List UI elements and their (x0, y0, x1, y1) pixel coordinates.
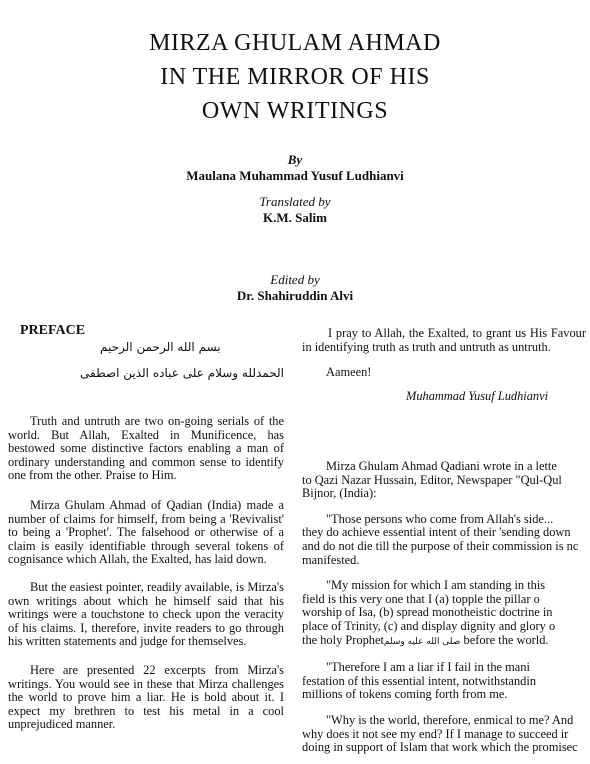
quote-4-line-3: doing in support of Islam that work which the promisec (302, 740, 578, 755)
letter-intro-line-1: Mirza Ghulam Ahmad Qadiani wrote in a lette (326, 459, 557, 473)
preface-paragraph-4: Here are presented 22 excerpts from Mirza's writings. You would see in these that Mirza challenges the world to prove him a liar. He is bold about it. I expect my brethren to test his metal in a cool unprejudiced manner. (8, 662, 284, 732)
signature-name: Muhammad Yusuf Ludhianvi (406, 388, 549, 403)
quote-2-line-2: field is this very one that I (a) topple the pillar o (302, 591, 540, 606)
quote-2-line-1: "My mission for which I am standing in this (326, 578, 546, 593)
quote-1-line-1: "Those persons who come from Allah's side... (326, 511, 554, 526)
quote-2-line-5-start: the holy Prophet (302, 632, 384, 647)
quote-2-line-5-end: before the world. (460, 632, 549, 647)
quote-1-line-2: they do achieve essential intent of their 'sending down (302, 525, 571, 540)
hamd-arabic: الحمدلله وسلام على عباده الذين اصطفى (80, 366, 284, 380)
quote-2-line-5 (302, 634, 590, 650)
editor-name: Dr. Shahiruddin Alvi (236, 288, 354, 303)
preface-left-column (8, 415, 284, 732)
translator-name: K.M. Salim (263, 210, 327, 225)
letter-intro-line-2: to Qazi Nazar Hussain, Editor, Newspaper "Qul-Qul (302, 472, 562, 487)
prayer-paragraph: I pray to Allah, the Exalted, to grant us His Favour in identifying truth as truth and untruth as untruth. (302, 326, 586, 354)
edited-by-label: Edited by (270, 272, 320, 287)
quote-3-line-2: festation of this essential intent, notwithstandin (302, 673, 537, 688)
letter-intro-line-3: Bijnor, (India): (302, 486, 377, 501)
aameen-text: Aameen! (326, 365, 372, 380)
bismillah-arabic: بسم الله الرحمن الرحيم (100, 340, 221, 354)
salutation-arabic: صلى الله عليه وسلم (383, 636, 461, 647)
quote-3-line-1: "Therefore I am a liar if I fail in the mani (326, 660, 530, 675)
translated-by-label: Translated by (259, 194, 331, 209)
quote-4-line-2: why does it not see my end? If I manage to succeed ir (302, 726, 569, 741)
quote-3-line-3: millions of tokens coming forth from me. (302, 687, 508, 702)
book-title-line-3: OWN WRITINGS (201, 98, 389, 124)
preface-paragraph-2: Mirza Ghulam Ahmad of Qadian (India) made a number of claims for himself, from being a 'Revivalist' to being a 'Prophet'. The falsehood or otherwise of a claim is easily identifiable through several tokens of cognisance which Allah, the Exalted, has laid down. (8, 497, 284, 567)
letter-excerpt-column (302, 460, 590, 755)
preface-paragraph-3: But the easiest pointer, readily available, is Mirza's own writings about which he himself said that his writings were a touchstone to check upon the veracity of his claims. I, therefore, invite readers to go through his written statements and judge for themselves. (8, 579, 284, 649)
book-title-line-1: MIRZA GHULAM AHMAD (149, 30, 441, 56)
quote-2-line-3: worship of Isa, (b) spread monotheistic doctrine in (302, 605, 553, 620)
quote-1-line-4: manifested. (302, 552, 360, 567)
by-label: By (287, 152, 303, 167)
book-title-line-2: IN THE MIRROR OF HIS (160, 64, 430, 90)
preface-heading: PREFACE (20, 323, 86, 338)
quote-1-line-3: and do not die till the purpose of their commission is nc (302, 538, 579, 553)
author-name: Maulana Muhammad Yusuf Ludhianvi (186, 168, 404, 183)
quote-4-line-1: "Why is the world, therefore, enmical to me? And (326, 712, 574, 727)
quote-2-line-4: place of Trinity, (c) and display dignity and glory o (302, 618, 556, 633)
preface-right-column (302, 327, 586, 403)
preface-paragraph-1: Truth and untruth are two on-going serials of the world. But Allah, Exalted in Munificence, has bestowed some distinctive factors enabling a man of ordinary understanding and common sense to identify one from the other. Praise to Him. (8, 414, 284, 483)
